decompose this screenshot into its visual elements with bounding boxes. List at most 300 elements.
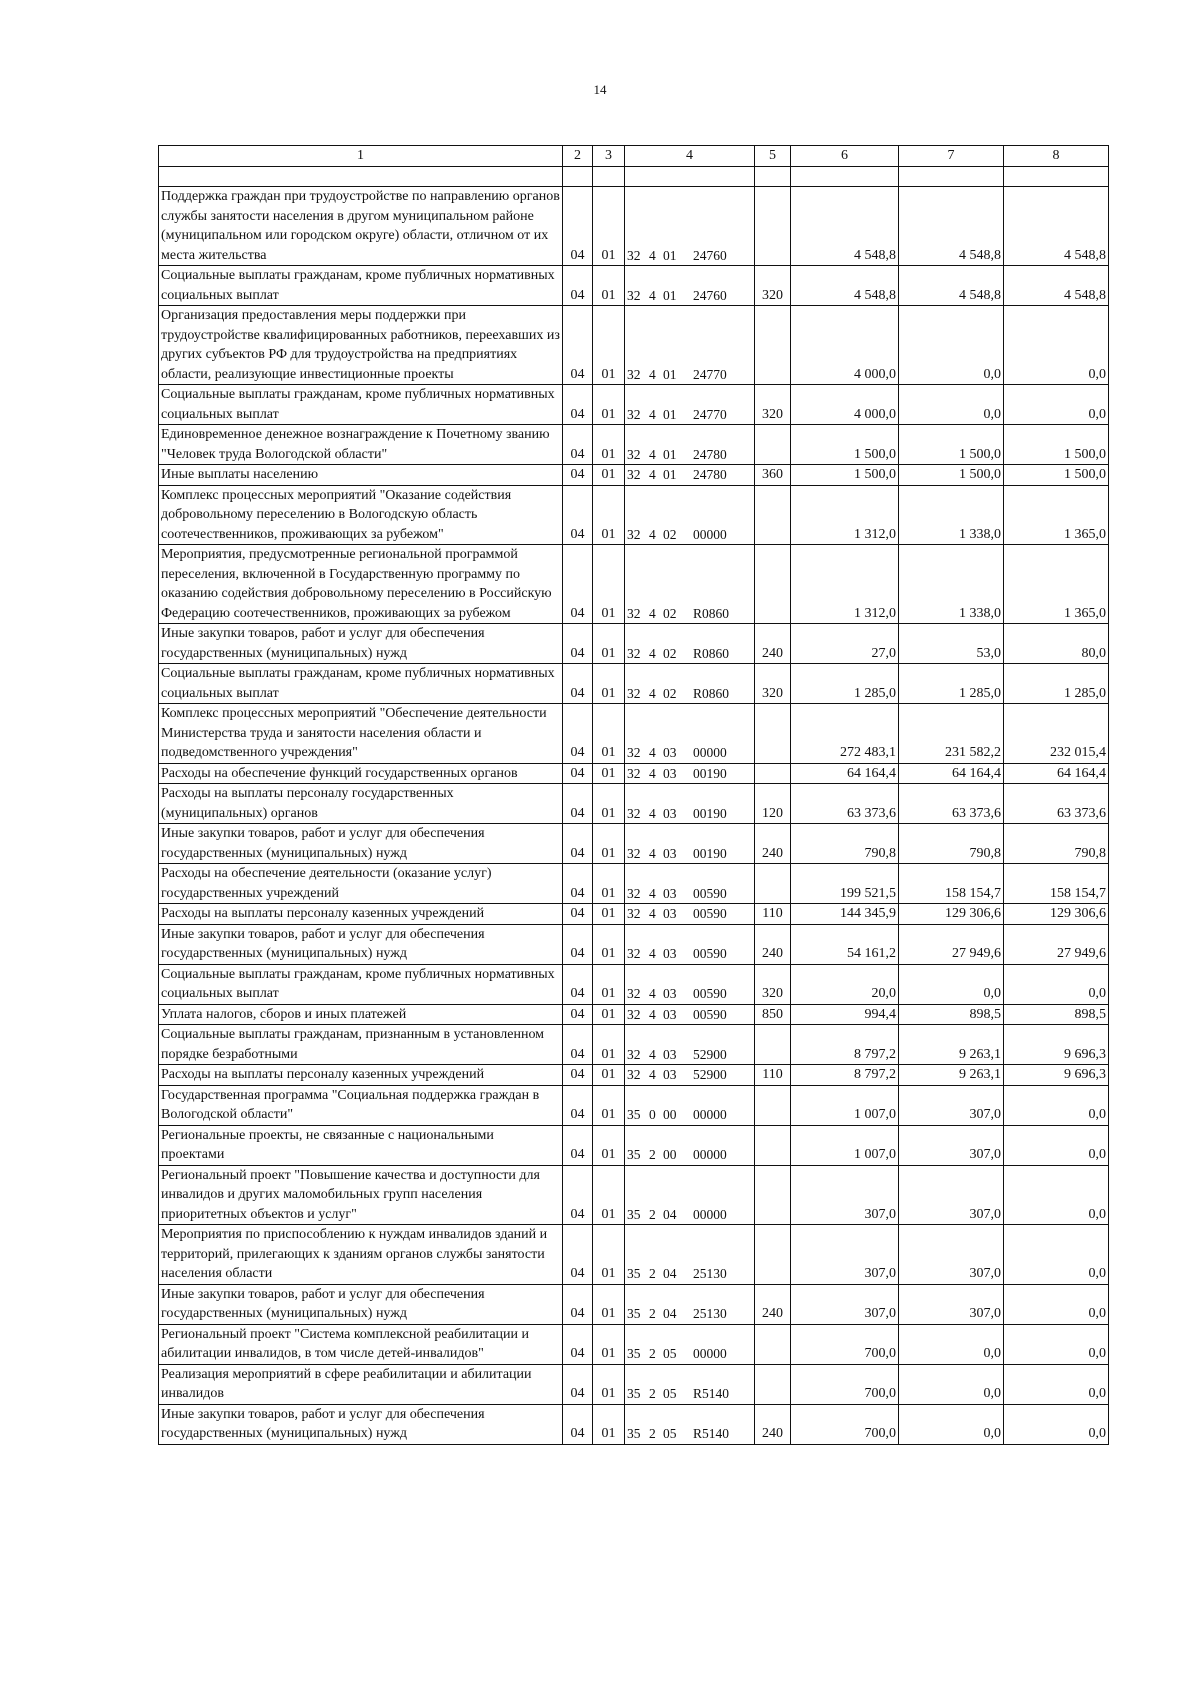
row-amount-col8: 1 500,0	[1004, 465, 1109, 486]
row-target-code	[625, 704, 755, 764]
row-amount-col7: 307,0	[899, 1085, 1004, 1125]
row-name: Социальные выплаты гражданам, признанным в установленном порядке безработными	[159, 1025, 563, 1065]
row-amount-col7: 4 548,8	[899, 187, 1004, 266]
table-row	[159, 1404, 1109, 1444]
code-part-1: 35	[627, 1266, 641, 1281]
row-section: 04	[563, 1284, 593, 1324]
code-part-4: 52900	[693, 1046, 727, 1062]
row-amount-col7: 0,0	[899, 385, 1004, 425]
header-col-7: 7	[899, 146, 1004, 167]
row-expense-type	[755, 425, 791, 465]
row-amount-col6: 1 500,0	[791, 425, 899, 465]
code-part-1: 32	[627, 885, 641, 901]
row-name: Расходы на выплаты персоналу государственных (муниципальных) органов	[159, 784, 563, 824]
row-expense-type	[755, 864, 791, 904]
row-amount-col6: 307,0	[791, 1284, 899, 1324]
code-part-4: 24780	[693, 446, 727, 462]
code-part-2: 4	[649, 906, 656, 921]
row-amount-col8: 129 306,6	[1004, 904, 1109, 925]
code-part-2: 4	[649, 406, 656, 422]
row-amount-col7: 1 500,0	[899, 465, 1004, 486]
row-subsection: 01	[593, 1004, 625, 1025]
table-row	[159, 485, 1109, 545]
row-amount-col8: 0,0	[1004, 1404, 1109, 1444]
code-part-4: 00590	[693, 906, 727, 921]
row-expense-type: 320	[755, 964, 791, 1004]
table-row	[159, 266, 1109, 306]
table-row	[159, 664, 1109, 704]
code-part-2: 4	[649, 446, 656, 462]
row-target-code	[625, 545, 755, 624]
row-expense-type: 320	[755, 266, 791, 306]
table-row	[159, 1225, 1109, 1285]
code-part-1: 32	[627, 645, 641, 661]
row-amount-col7: 231 582,2	[899, 704, 1004, 764]
row-subsection: 01	[593, 545, 625, 624]
row-name: Иные закупки товаров, работ и услуг для обеспечения государственных (муниципальных) нужд	[159, 1284, 563, 1324]
code-part-4: R0860	[693, 685, 730, 701]
table-body	[159, 167, 1109, 1445]
code-part-4: R0860	[693, 645, 730, 661]
code-part-2: 2	[649, 1206, 656, 1222]
row-expense-type	[755, 763, 791, 784]
code-part-2: 4	[649, 805, 656, 821]
row-target-code	[625, 904, 755, 925]
code-part-4: 00190	[693, 765, 727, 781]
table-row	[159, 425, 1109, 465]
code-part-1: 32	[627, 765, 641, 781]
row-target-code	[625, 824, 755, 864]
row-subsection: 01	[593, 824, 625, 864]
row-target-code	[625, 1364, 755, 1404]
row-amount-col6: 700,0	[791, 1404, 899, 1444]
row-amount-col6: 700,0	[791, 1364, 899, 1404]
code-part-4: R0860	[693, 605, 730, 621]
row-expense-type: 850	[755, 1004, 791, 1025]
row-section: 04	[563, 1065, 593, 1086]
code-part-4: 00590	[693, 946, 727, 961]
row-target-code	[625, 425, 755, 465]
row-target-code	[625, 1324, 755, 1364]
code-part-3: 04	[663, 1266, 677, 1281]
row-name: Иные закупки товаров, работ и услуг для обеспечения государственных (муниципальных) нужд	[159, 824, 563, 864]
row-amount-col6: 994,4	[791, 1004, 899, 1025]
spacer-cell	[755, 167, 791, 187]
code-part-1: 32	[627, 685, 641, 701]
table-row	[159, 1025, 1109, 1065]
code-part-4: 25130	[693, 1306, 727, 1321]
row-amount-col8: 1 365,0	[1004, 485, 1109, 545]
code-part-3: 01	[663, 446, 677, 462]
row-target-code	[625, 385, 755, 425]
row-amount-col6: 4 548,8	[791, 266, 899, 306]
header-col-6: 6	[791, 146, 899, 167]
row-amount-col8: 898,5	[1004, 1004, 1109, 1025]
code-part-1: 32	[627, 1006, 641, 1022]
row-section: 04	[563, 1364, 593, 1404]
row-target-code	[625, 1125, 755, 1165]
row-expense-type: 110	[755, 1065, 791, 1086]
row-name: Региональный проект "Система комплексной реабилитации и абилитации инвалидов, в том числе детей-инвалидов"	[159, 1324, 563, 1364]
row-expense-type	[755, 306, 791, 385]
row-name: Комплекс процессных мероприятий "Оказание содействия добровольному переселению в Вологодскую область соотечественников, проживающих за рубежом"	[159, 485, 563, 545]
row-name: Расходы на выплаты персоналу казенных учреждений	[159, 1065, 563, 1086]
row-expense-type: 360	[755, 465, 791, 486]
row-amount-col8: 0,0	[1004, 1085, 1109, 1125]
code-part-2: 2	[649, 1266, 656, 1281]
row-amount-col6: 790,8	[791, 824, 899, 864]
row-section: 04	[563, 485, 593, 545]
row-amount-col8: 0,0	[1004, 385, 1109, 425]
row-amount-col7: 129 306,6	[899, 904, 1004, 925]
code-part-2: 4	[649, 645, 656, 661]
row-amount-col8: 790,8	[1004, 824, 1109, 864]
code-part-1: 35	[627, 1206, 641, 1222]
row-subsection: 01	[593, 784, 625, 824]
row-amount-col6: 64 164,4	[791, 763, 899, 784]
row-amount-col8: 9 696,3	[1004, 1065, 1109, 1086]
row-section: 04	[563, 187, 593, 266]
row-name: Уплата налогов, сборов и иных платежей	[159, 1004, 563, 1025]
row-name: Социальные выплаты гражданам, кроме публичных нормативных социальных выплат	[159, 664, 563, 704]
row-amount-col7: 64 164,4	[899, 763, 1004, 784]
row-amount-col7: 0,0	[899, 964, 1004, 1004]
row-amount-col6: 27,0	[791, 624, 899, 664]
row-amount-col6: 144 345,9	[791, 904, 899, 925]
row-target-code	[625, 1225, 755, 1285]
row-expense-type	[755, 1025, 791, 1065]
row-target-code	[625, 964, 755, 1004]
code-part-3: 00	[663, 1107, 677, 1122]
code-part-2: 4	[649, 685, 656, 701]
code-part-2: 4	[649, 247, 656, 263]
code-part-4: 24760	[693, 287, 727, 303]
row-name: Мероприятия, предусмотренные региональной программой переселения, включенной в Государственную программу по оказанию содействия добровольному переселению в Российскую Федерацию соотечественников, проживающих за рубежом	[159, 545, 563, 624]
code-part-3: 03	[663, 745, 677, 760]
spacer-cell	[563, 167, 593, 187]
row-amount-col8: 63 373,6	[1004, 784, 1109, 824]
spacer-cell	[625, 167, 755, 187]
row-expense-type: 320	[755, 385, 791, 425]
code-part-3: 03	[663, 1046, 677, 1062]
code-part-1: 35	[627, 1386, 641, 1401]
row-section: 04	[563, 1165, 593, 1225]
row-name: Расходы на выплаты персоналу казенных учреждений	[159, 904, 563, 925]
row-subsection: 01	[593, 1085, 625, 1125]
code-part-3: 01	[663, 287, 677, 303]
row-name: Государственная программа "Социальная поддержка граждан в Вологодской области"	[159, 1085, 563, 1125]
row-amount-col6: 1 007,0	[791, 1085, 899, 1125]
code-part-4: 00000	[693, 1206, 727, 1222]
code-part-3: 01	[663, 406, 677, 422]
table-row	[159, 465, 1109, 486]
table-row	[159, 1364, 1109, 1404]
code-part-1: 32	[627, 406, 641, 422]
row-section: 04	[563, 465, 593, 486]
row-amount-col7: 1 338,0	[899, 485, 1004, 545]
header-col-3: 3	[593, 146, 625, 167]
table-row	[159, 306, 1109, 385]
row-amount-col7: 9 263,1	[899, 1065, 1004, 1086]
row-target-code	[625, 624, 755, 664]
row-section: 04	[563, 1404, 593, 1444]
row-amount-col6: 1 285,0	[791, 664, 899, 704]
row-expense-type: 240	[755, 824, 791, 864]
row-subsection: 01	[593, 924, 625, 964]
row-subsection: 01	[593, 266, 625, 306]
row-amount-col7: 0,0	[899, 1404, 1004, 1444]
row-subsection: 01	[593, 1284, 625, 1324]
table-row	[159, 385, 1109, 425]
row-target-code	[625, 1284, 755, 1324]
row-amount-col7: 307,0	[899, 1125, 1004, 1165]
row-target-code	[625, 1065, 755, 1086]
code-part-4: 24770	[693, 406, 727, 422]
code-part-3: 03	[663, 885, 677, 901]
row-amount-col7: 898,5	[899, 1004, 1004, 1025]
code-part-4: 24760	[693, 247, 727, 263]
row-amount-col6: 307,0	[791, 1225, 899, 1285]
row-subsection: 01	[593, 465, 625, 486]
row-subsection: 01	[593, 964, 625, 1004]
row-target-code	[625, 924, 755, 964]
row-section: 04	[563, 1125, 593, 1165]
row-amount-col7: 4 548,8	[899, 266, 1004, 306]
row-target-code	[625, 864, 755, 904]
row-amount-col6: 1 312,0	[791, 545, 899, 624]
budget-table	[158, 145, 1109, 1445]
row-subsection: 01	[593, 187, 625, 266]
row-name: Региональный проект "Повышение качества и доступности для инвалидов и других маломобильных групп населения приоритетных объектов и услуг"	[159, 1165, 563, 1225]
code-part-3: 02	[663, 605, 677, 621]
code-part-2: 4	[649, 526, 656, 542]
row-expense-type: 320	[755, 664, 791, 704]
code-part-4: 24780	[693, 467, 727, 482]
row-subsection: 01	[593, 306, 625, 385]
row-section: 04	[563, 1225, 593, 1285]
row-name: Расходы на обеспечение деятельности (оказание услуг) государственных учреждений	[159, 864, 563, 904]
row-amount-col7: 1 285,0	[899, 664, 1004, 704]
code-part-4: 52900	[693, 1067, 727, 1082]
table-row	[159, 1085, 1109, 1125]
row-expense-type: 110	[755, 904, 791, 925]
code-part-2: 4	[649, 986, 656, 1001]
row-amount-col8: 64 164,4	[1004, 763, 1109, 784]
row-section: 04	[563, 425, 593, 465]
code-part-3: 02	[663, 526, 677, 542]
row-name: Реализация мероприятий в сфере реабилитации и абилитации инвалидов	[159, 1364, 563, 1404]
row-amount-col6: 20,0	[791, 964, 899, 1004]
code-part-2: 4	[649, 946, 656, 961]
row-expense-type: 120	[755, 784, 791, 824]
code-part-4: 00190	[693, 805, 727, 821]
row-section: 04	[563, 306, 593, 385]
code-part-2: 4	[649, 287, 656, 303]
row-amount-col8: 0,0	[1004, 1225, 1109, 1285]
code-part-1: 35	[627, 1426, 641, 1441]
row-section: 04	[563, 1004, 593, 1025]
table-row	[159, 1165, 1109, 1225]
row-target-code	[625, 1085, 755, 1125]
code-part-1: 35	[627, 1306, 641, 1321]
row-amount-col8: 1 365,0	[1004, 545, 1109, 624]
row-amount-col6: 8 797,2	[791, 1025, 899, 1065]
code-part-1: 32	[627, 467, 641, 482]
code-part-3: 05	[663, 1426, 677, 1441]
row-amount-col8: 0,0	[1004, 306, 1109, 385]
row-amount-col6: 54 161,2	[791, 924, 899, 964]
row-target-code	[625, 784, 755, 824]
table-row	[159, 763, 1109, 784]
row-amount-col6: 4 548,8	[791, 187, 899, 266]
code-part-3: 01	[663, 467, 677, 482]
code-part-3: 02	[663, 645, 677, 661]
row-expense-type	[755, 545, 791, 624]
row-amount-col7: 27 949,6	[899, 924, 1004, 964]
row-subsection: 01	[593, 485, 625, 545]
row-section: 04	[563, 763, 593, 784]
row-target-code	[625, 306, 755, 385]
code-part-4: 00000	[693, 745, 727, 760]
row-expense-type	[755, 704, 791, 764]
row-section: 04	[563, 545, 593, 624]
row-target-code	[625, 1404, 755, 1444]
code-part-3: 04	[663, 1306, 677, 1321]
code-part-2: 4	[649, 1006, 656, 1022]
row-name: Расходы на обеспечение функций государственных органов	[159, 763, 563, 784]
code-part-1: 32	[627, 845, 641, 861]
code-part-2: 2	[649, 1426, 656, 1441]
code-part-2: 4	[649, 765, 656, 781]
code-part-2: 2	[649, 1147, 656, 1162]
code-part-4: 00000	[693, 526, 727, 542]
code-part-3: 03	[663, 1067, 677, 1082]
row-amount-col6: 1 312,0	[791, 485, 899, 545]
row-expense-type: 240	[755, 924, 791, 964]
row-subsection: 01	[593, 1404, 625, 1444]
row-subsection: 01	[593, 425, 625, 465]
row-expense-type	[755, 187, 791, 266]
code-part-3: 03	[663, 845, 677, 861]
row-amount-col6: 199 521,5	[791, 864, 899, 904]
row-expense-type	[755, 1364, 791, 1404]
table-row	[159, 704, 1109, 764]
row-subsection: 01	[593, 1364, 625, 1404]
table-row	[159, 924, 1109, 964]
spacer-cell	[593, 167, 625, 187]
row-name: Региональные проекты, не связанные с национальными проектами	[159, 1125, 563, 1165]
row-expense-type: 240	[755, 624, 791, 664]
row-subsection: 01	[593, 704, 625, 764]
code-part-4: 00000	[693, 1107, 727, 1122]
row-target-code	[625, 187, 755, 266]
row-amount-col8: 1 500,0	[1004, 425, 1109, 465]
row-amount-col8: 0,0	[1004, 1364, 1109, 1404]
table-row	[159, 784, 1109, 824]
code-part-4: R5140	[693, 1426, 730, 1441]
row-amount-col6: 700,0	[791, 1324, 899, 1364]
code-part-4: 00590	[693, 1006, 727, 1022]
code-part-3: 03	[663, 986, 677, 1001]
table-row	[159, 864, 1109, 904]
table-row	[159, 1004, 1109, 1025]
code-part-4: 00590	[693, 986, 727, 1001]
code-part-1: 32	[627, 986, 641, 1001]
code-part-3: 05	[663, 1386, 677, 1401]
row-section: 04	[563, 624, 593, 664]
row-subsection: 01	[593, 1225, 625, 1285]
row-section: 04	[563, 1324, 593, 1364]
code-part-1: 32	[627, 745, 641, 760]
row-name: Социальные выплаты гражданам, кроме публичных нормативных социальных выплат	[159, 266, 563, 306]
row-name: Мероприятия по приспособлению к нуждам инвалидов зданий и территорий, прилегающих к зданиям органов службы занятости населения области	[159, 1225, 563, 1285]
row-expense-type	[755, 1085, 791, 1125]
row-section: 04	[563, 704, 593, 764]
header-col-4: 4	[625, 146, 755, 167]
code-part-3: 03	[663, 946, 677, 961]
row-section: 04	[563, 904, 593, 925]
spacer-cell	[791, 167, 899, 187]
page-number: 14	[593, 82, 607, 97]
row-target-code	[625, 465, 755, 486]
table-row	[159, 545, 1109, 624]
table-row	[159, 1324, 1109, 1364]
code-part-1: 32	[627, 805, 641, 821]
code-part-2: 4	[649, 467, 656, 482]
row-amount-col6: 1 007,0	[791, 1125, 899, 1165]
row-amount-col7: 9 263,1	[899, 1025, 1004, 1065]
row-subsection: 01	[593, 1165, 625, 1225]
row-amount-col6: 4 000,0	[791, 385, 899, 425]
row-amount-col6: 307,0	[791, 1165, 899, 1225]
row-amount-col8: 158 154,7	[1004, 864, 1109, 904]
row-expense-type	[755, 1225, 791, 1285]
row-expense-type: 240	[755, 1404, 791, 1444]
row-name: Единовременное денежное вознаграждение к Почетному званию "Человек труда Вологодской области"	[159, 425, 563, 465]
code-part-2: 4	[649, 1046, 656, 1062]
header-col-8: 8	[1004, 146, 1109, 167]
row-amount-col8: 27 949,6	[1004, 924, 1109, 964]
row-name: Комплекс процессных мероприятий "Обеспечение деятельности Министерства труда и занятости населения области и подведомственного учреждения"	[159, 704, 563, 764]
code-part-2: 2	[649, 1346, 656, 1361]
table-spacer-row	[159, 167, 1109, 187]
spacer-cell	[1004, 167, 1109, 187]
row-subsection: 01	[593, 763, 625, 784]
table-header-row	[159, 146, 1109, 167]
row-target-code	[625, 664, 755, 704]
row-target-code	[625, 1165, 755, 1225]
row-section: 04	[563, 1085, 593, 1125]
code-part-1: 32	[627, 946, 641, 961]
code-part-4: 00000	[693, 1346, 727, 1361]
row-amount-col7: 63 373,6	[899, 784, 1004, 824]
row-section: 04	[563, 924, 593, 964]
code-part-3: 00	[663, 1147, 677, 1162]
row-target-code	[625, 1004, 755, 1025]
table-row	[159, 1284, 1109, 1324]
row-subsection: 01	[593, 1125, 625, 1165]
row-section: 04	[563, 1025, 593, 1065]
code-part-2: 4	[649, 1067, 656, 1082]
row-amount-col7: 307,0	[899, 1225, 1004, 1285]
code-part-2: 2	[649, 1306, 656, 1321]
row-amount-col7: 0,0	[899, 306, 1004, 385]
row-subsection: 01	[593, 1025, 625, 1065]
row-section: 04	[563, 784, 593, 824]
row-name: Организация предоставления меры поддержки при трудоустройстве квалифицированных работников, переехавших из других субъектов РФ для трудоустройства на предприятиях области, реализующие инвестиционные проекты	[159, 306, 563, 385]
code-part-3: 01	[663, 366, 677, 382]
row-expense-type	[755, 1324, 791, 1364]
